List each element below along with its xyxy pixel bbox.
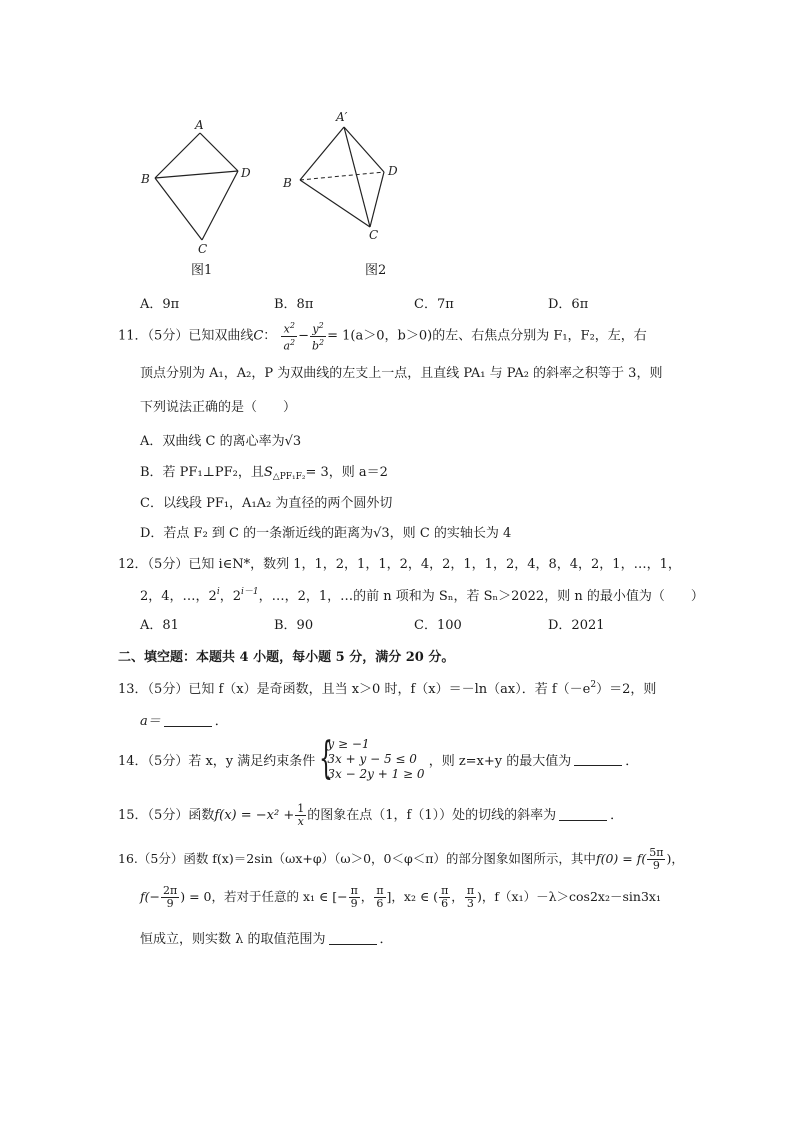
- q15-answer-blank[interactable]: [559, 809, 607, 821]
- figure-1-caption: 图1: [191, 263, 213, 278]
- q11-frac-y: $\frac{y^2}{b^2}$: [312, 321, 325, 353]
- label-d: D: [388, 164, 398, 178]
- label-d: D: [241, 166, 251, 180]
- q10-option-b[interactable]: B．8π: [274, 297, 314, 312]
- figure-2-diagram: [280, 105, 410, 280]
- figure-1-diagram: [140, 115, 260, 280]
- q12-option-d[interactable]: D．2021: [548, 618, 605, 633]
- label-b: B: [283, 176, 292, 190]
- q14-answer-blank[interactable]: [574, 754, 622, 766]
- label-c: C: [198, 242, 208, 256]
- q11-option-a[interactable]: A．双曲线 C 的离心率为√3: [140, 434, 302, 449]
- q12-option-b[interactable]: B．90: [274, 618, 314, 633]
- q12-line-2: 2，4，…，2$^i$，$2^{i-1}$，…，2，1，…的前 n 项和为 Sₙ，若 Sₙ＞2022，则 n 的最小值为（ ）: [140, 587, 704, 604]
- q11-frac-x: $\frac{x^2}{a^2}$: [283, 321, 296, 353]
- q12-line-1: 12．（5分）已知 i∈N*，数列 1，1，2，1，1，2，4，2，1，1，2，4，8，4，2，1，…，1，: [118, 557, 681, 572]
- q12-option-c[interactable]: C．100: [414, 618, 462, 633]
- q13-line-2: a＝ ．: [140, 714, 228, 729]
- section-2-heading: 二、填空题：本题共 4 小题，每小题 5 分，满分 20 分。: [118, 650, 455, 665]
- q10-option-d[interactable]: D．6π: [548, 297, 589, 312]
- q11-line-1: 11．（5分）已知双曲线C： $\frac{x^2}{a^2}$ − $\frac{y^2}{b^2}$ = 1(a＞0，b＞0)的左、右焦点分别为 F₁，F₂，左，右: [118, 321, 647, 353]
- q11-line-3: 下列说法正确的是（ ）: [140, 400, 297, 415]
- label-b: B: [141, 172, 150, 186]
- q14-line: 14．（5分）若 x，y 满足约束条件 { y ≥ −1 3x + y − 5 ≤ 0 3x − 2y + 1 ≥ 0 ，则 z=x+y 的最大值为 ．: [118, 733, 639, 784]
- q16-answer-blank[interactable]: [329, 933, 377, 945]
- q13-answer-blank[interactable]: [164, 715, 212, 727]
- figure-2: [280, 105, 410, 280]
- q10-option-a[interactable]: A．9π: [140, 297, 180, 312]
- q11-option-b[interactable]: B．若 PF₁⊥PF₂，且$S_{\triangle PF_1F_2}= 3$，则 a＝2: [140, 465, 388, 482]
- figure-1: [140, 115, 260, 280]
- q15-line: 15．（5分）函数f(x) = −x² + $\frac{1}{x}$ 的图象在点（1，f（1））处的切线的斜率为 ．: [118, 802, 624, 828]
- q13-line-1: 13．（5分）已知 f（x）是奇函数，且当 x＞0 时，f（x）＝－ln（ax）．若 $f(-e^2)=2$，则: [118, 680, 657, 697]
- q12-option-a[interactable]: A．81: [140, 618, 179, 633]
- q11-option-c[interactable]: C．以线段 PF₁，A₁A₂ 为直径的两个圆外切: [140, 496, 393, 511]
- q16-line-2: f(− $\frac{2\pi}{9}$ ) = 0，若对于任意的 x₁ ∈ [− $\frac{\pi}{9}$ ， $\frac{\pi}{6}$ ]，x₂ ∈ ( $\frac{\pi}{6}$ ， $\frac{\pi}{3}$ )，f（x₁）－λ＞cos2x₂－sin3x₁: [140, 884, 661, 910]
- q11-option-d[interactable]: D．若点 F₂ 到 C 的一条渐近线的距离为√3，则 C 的实轴长为 4: [140, 526, 512, 541]
- label-a-prime: A′: [336, 110, 348, 124]
- q14-constraint-system: { y ≥ −1 3x + y − 5 ≤ 0 3x − 2y + 1 ≥ 0: [319, 733, 425, 784]
- q10-option-c[interactable]: C．7π: [414, 297, 454, 312]
- q11-line-2: 顶点分别为 A₁，A₂，P 为双曲线的左支上一点，且直线 PA₁ 与 PA₂ 的斜率之积等于 3，则: [140, 366, 663, 381]
- q16-line-3: 恒成立，则实数 λ 的取值范围为 ．: [140, 932, 393, 947]
- figure-2-caption: 图2: [365, 263, 387, 278]
- label-c: C: [369, 228, 379, 242]
- q16-line-1: 16.（5分）函数 f(x)＝2sin（ωx+φ）（ω＞0，0＜φ＜π）的部分图象如图所示，其中f(0) = f( $\frac{5\pi}{9}$ )，: [118, 846, 684, 872]
- label-a: A: [195, 118, 204, 132]
